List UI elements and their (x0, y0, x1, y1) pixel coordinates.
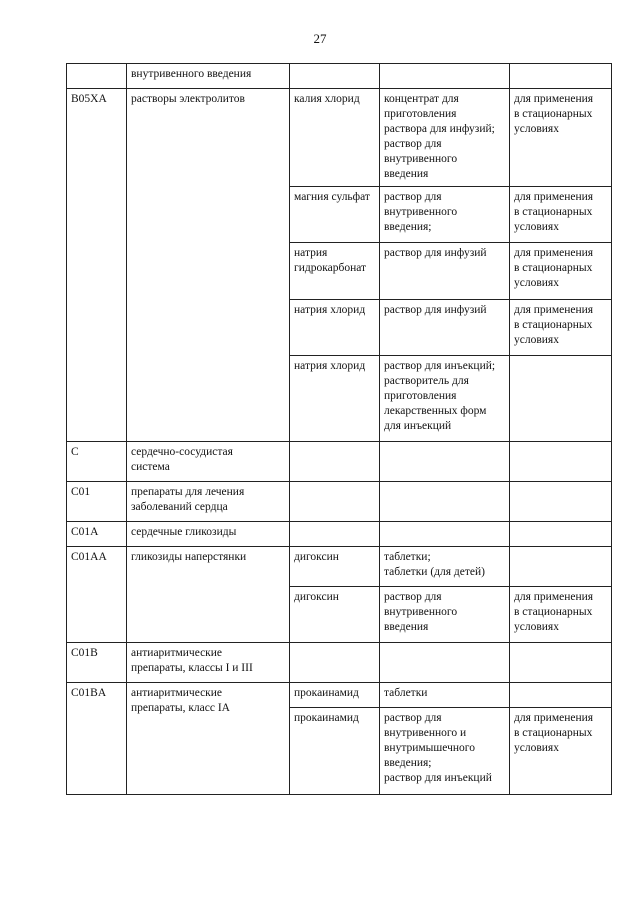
note-cell (510, 643, 612, 683)
atc-name-cell: антиаритмические препараты, класс IA (127, 683, 290, 795)
atc-code-cell: B05XA (67, 89, 127, 442)
atc-name-cell: сердечно-сосудистая система (127, 442, 290, 482)
form-cell (380, 643, 510, 683)
atc-code-cell: C01A (67, 522, 127, 547)
note-cell (510, 547, 612, 587)
form-cell (380, 64, 510, 89)
note-cell (510, 683, 612, 708)
form-cell: концентрат для приготовления раствора для инфузий; раствор для внутривенного введения (380, 89, 510, 187)
atc-name-cell: препараты для лечения заболеваний сердца (127, 482, 290, 522)
form-cell (380, 442, 510, 482)
table-row (67, 64, 612, 89)
drug-cell: натрия гидрокарбонат (290, 243, 380, 300)
note-cell: для применения в стационарных условиях (510, 89, 612, 187)
drug-cell (290, 442, 380, 482)
atc-code-cell: C01B (67, 643, 127, 683)
form-cell: раствор для внутривенного введения; (380, 187, 510, 243)
table-row (67, 89, 612, 187)
note-cell: для применения в стационарных условиях (510, 587, 612, 643)
note-cell (510, 356, 612, 442)
drug-cell: натрия хлорид (290, 300, 380, 356)
page-number: 27 (313, 31, 327, 46)
note-cell: для применения в стационарных условиях (510, 708, 612, 795)
table-row (67, 643, 612, 683)
atc-code-cell (67, 64, 127, 89)
drug-cell (290, 482, 380, 522)
drug-cell: прокаинамид (290, 708, 380, 795)
table-row (67, 522, 612, 547)
note-cell (510, 522, 612, 547)
form-cell: таблетки; таблетки (для детей) (380, 547, 510, 587)
atc-name-cell: антиаритмические препараты, классы I и III (127, 643, 290, 683)
atc-code-cell: C (67, 442, 127, 482)
table-row (67, 547, 612, 587)
form-cell: раствор для внутривенного введения (380, 587, 510, 643)
atc-code-cell: C01 (67, 482, 127, 522)
atc-code-cell: C01AA (67, 547, 127, 643)
drug-cell: дигоксин (290, 547, 380, 587)
form-cell: раствор для инфузий (380, 243, 510, 300)
table-row (67, 442, 612, 482)
atc-name-cell: внутривенного введения (127, 64, 290, 89)
note-cell: для применения в стационарных условиях (510, 243, 612, 300)
atc-name-cell: растворы электролитов (127, 89, 290, 442)
note-cell: для применения в стационарных условиях (510, 187, 612, 243)
drug-cell: магния сульфат (290, 187, 380, 243)
note-cell (510, 482, 612, 522)
form-cell (380, 522, 510, 547)
form-cell: таблетки (380, 683, 510, 708)
note-cell (510, 442, 612, 482)
atc-name-cell: сердечные гликозиды (127, 522, 290, 547)
atc-name-cell: гликозиды наперстянки (127, 547, 290, 643)
drug-cell: натрия хлорид (290, 356, 380, 442)
table-row (67, 683, 612, 708)
form-cell: раствор для инъекций; растворитель для приготовления лекарственных форм для инъекций (380, 356, 510, 442)
drug-cell (290, 522, 380, 547)
table-row (67, 482, 612, 522)
drug-cell: прокаинамид (290, 683, 380, 708)
drug-cell (290, 64, 380, 89)
form-cell: раствор для внутривенного и внутримышечного введения; раствор для инъекций (380, 708, 510, 795)
drug-table (66, 63, 612, 795)
form-cell (380, 482, 510, 522)
note-cell (510, 64, 612, 89)
atc-code-cell: C01BA (67, 683, 127, 795)
drug-cell: дигоксин (290, 587, 380, 643)
drug-cell (290, 643, 380, 683)
form-cell: раствор для инфузий (380, 300, 510, 356)
note-cell: для применения в стационарных условиях (510, 300, 612, 356)
drug-cell: калия хлорид (290, 89, 380, 187)
